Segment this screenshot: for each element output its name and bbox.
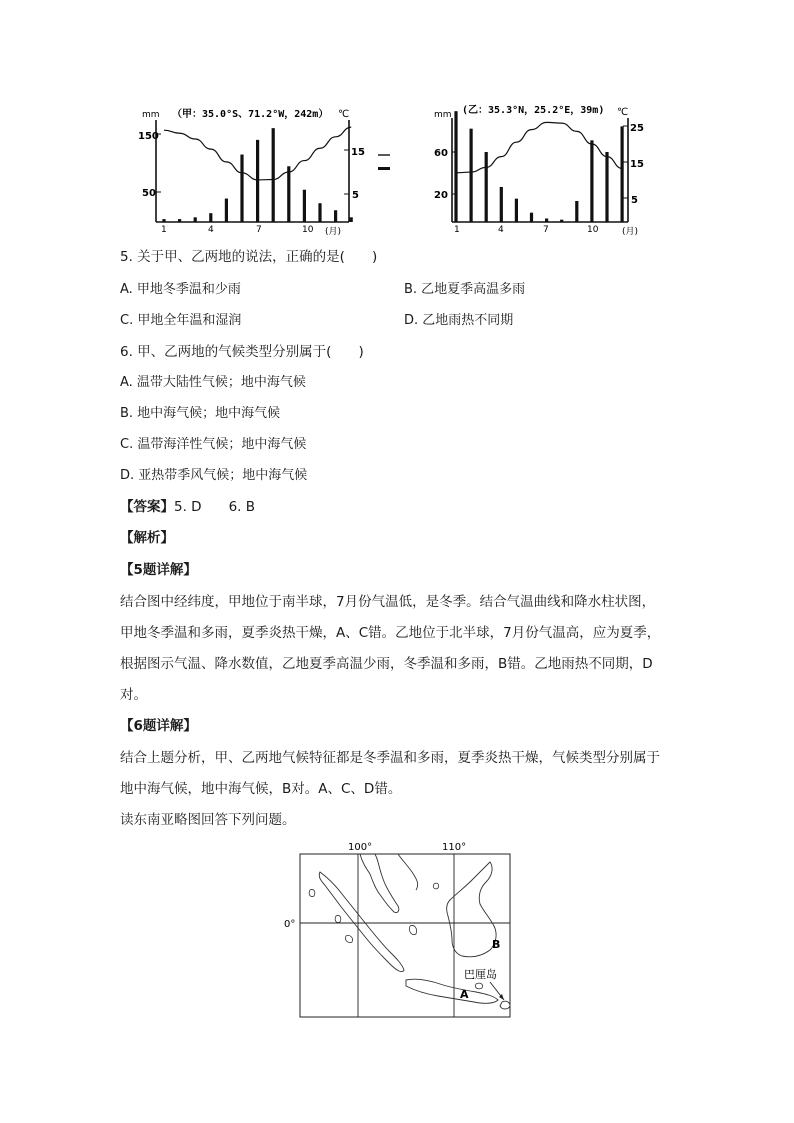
small-island (409, 925, 416, 934)
chart-legend (376, 145, 426, 181)
lon-label-110: 110° (442, 842, 467, 853)
x-tick-label: 7 (543, 225, 549, 235)
precip-bar (575, 201, 578, 222)
q5-option-a: A. 甲地冬季温和少雨 (120, 282, 241, 297)
precip-tick-label: 150 (138, 131, 159, 142)
question-5-stem: 5. 关于甲、乙两地的说法，正确的是( ) (120, 249, 378, 265)
x-tick-label: 1 (161, 225, 167, 235)
map-label-bali: 巴厘岛 (464, 968, 497, 981)
precip-bar (240, 155, 243, 222)
chart-header: （甲：35.0°S、71.2°W，242m） (172, 109, 329, 120)
x-tick-label: 4 (208, 225, 214, 235)
precip-bar (334, 210, 337, 222)
precip-tick-label: 60 (434, 148, 448, 159)
precip-bar (545, 219, 548, 223)
question-6-stem: 6. 甲、乙两地的气候类型分别属于( ) (120, 344, 364, 360)
x-tick-label: 7 (256, 225, 262, 235)
chart-header: (乙：35.3°N，25.2°E，39m) (462, 105, 605, 116)
bali-island (500, 1001, 510, 1009)
detail-5-label: 【5题详解】 (120, 562, 197, 578)
precip-bar (454, 111, 457, 222)
temp-tick-label: 15 (351, 147, 365, 158)
month-label: (月) (325, 227, 342, 237)
answer-line (120, 498, 255, 516)
precip-bar (560, 220, 563, 222)
precip-bar (500, 187, 503, 222)
temp-tick-label: 15 (630, 159, 644, 170)
malay-peninsula-coast (360, 854, 399, 913)
q6-option-b: B. 地中海气候；地中海气候 (120, 406, 281, 421)
precip-bar (209, 213, 212, 222)
precip-legend-swatch (378, 167, 390, 170)
precip-unit-label: mm (142, 110, 160, 120)
precip-bar (194, 217, 197, 222)
precip-bar (318, 203, 321, 222)
analysis-label: 【解析】 (120, 530, 174, 546)
sumatra-island (319, 872, 404, 972)
precip-bar (605, 152, 608, 222)
detail-6-line: 地中海气候，地中海气候，B对。A、C、D错。 (120, 781, 402, 797)
small-island (345, 935, 352, 942)
small-island (433, 883, 438, 889)
q5-option-d: D. 乙地雨热不同期 (404, 313, 514, 328)
temp-tick-label: 5 (352, 190, 359, 201)
answer-text: 5. D 6. B (174, 499, 255, 515)
southeast-asia-map (280, 838, 520, 1023)
precip-tick-label: 20 (434, 190, 448, 201)
precip-bar (590, 140, 593, 222)
temperature-curve (456, 122, 622, 172)
precip-bar (225, 199, 228, 222)
x-tick-label: 4 (498, 225, 504, 235)
precip-bar (485, 152, 488, 222)
small-island (475, 983, 482, 989)
x-tick-label: 10 (587, 225, 599, 235)
q5-option-b: B. 乙地夏季高温多雨 (404, 282, 526, 297)
precip-tick-label: 50 (142, 188, 156, 199)
precip-bar (272, 128, 275, 222)
detail-5-line: 对。 (120, 687, 147, 703)
map-label-a: A (460, 988, 469, 1001)
q6-option-a: A. 温带大陆性气候；地中海气候 (120, 375, 306, 390)
next-question-intro: 读东南亚略图回答下列问题。 (120, 812, 296, 828)
precip-bar (530, 213, 533, 222)
precip-bar (287, 166, 290, 222)
precip-bar (350, 217, 353, 222)
month-label: (月) (622, 227, 639, 237)
java-island (406, 979, 498, 1003)
detail-5-line: 结合图中经纬度，甲地位于南半球，7月份气温低，是冬季。结合气温曲线和降水柱状图， (120, 594, 656, 610)
precip-bar (178, 219, 181, 222)
lon-label-100: 100° (348, 842, 373, 853)
lat-label-0: 0° (284, 919, 296, 930)
x-tick-label: 10 (302, 225, 314, 235)
precip-unit-label: mm (434, 110, 452, 120)
climate-chart-yi (428, 98, 660, 240)
small-island (309, 889, 315, 896)
temp-unit-label: ℃ (338, 109, 350, 120)
precip-bar (515, 199, 518, 222)
temp-tick-label: 5 (631, 195, 638, 206)
answer-label: 【答案】 (120, 499, 174, 515)
precip-bar (621, 126, 624, 222)
q5-option-c: C. 甲地全年温和湿润 (120, 313, 242, 328)
precip-bar (162, 219, 165, 222)
indochina-coast (398, 854, 418, 890)
temp-unit-label: ℃ (617, 107, 629, 118)
temp-tick-label: 25 (630, 123, 644, 134)
x-tick-label: 1 (454, 225, 460, 235)
detail-5-line: 甲地冬季温和多雨，夏季炎热干燥，A、C错。乙地位于北半球，7月份气温高，应为夏季， (120, 625, 661, 641)
small-island (335, 915, 341, 922)
q6-option-c: C. 温带海洋性气候；地中海气候 (120, 437, 307, 452)
climate-chart-jia (130, 98, 365, 240)
detail-6-label: 【6题详解】 (120, 718, 197, 734)
precip-bar (303, 190, 306, 222)
detail-6-line: 结合上题分析，甲、乙两地气候特征都是冬季温和多雨，夏季炎热干燥，气候类型分别属于 (120, 750, 660, 766)
precip-bar (256, 140, 259, 222)
detail-5-line: 根据图示气温、降水数值，乙地夏季高温少雨，冬季温和多雨，B错。乙地雨热不同期，D (120, 656, 653, 672)
map-label-b: B (492, 938, 501, 951)
q6-option-d: D. 亚热带季风气候；地中海气候 (120, 468, 308, 483)
precip-bar (470, 129, 473, 222)
